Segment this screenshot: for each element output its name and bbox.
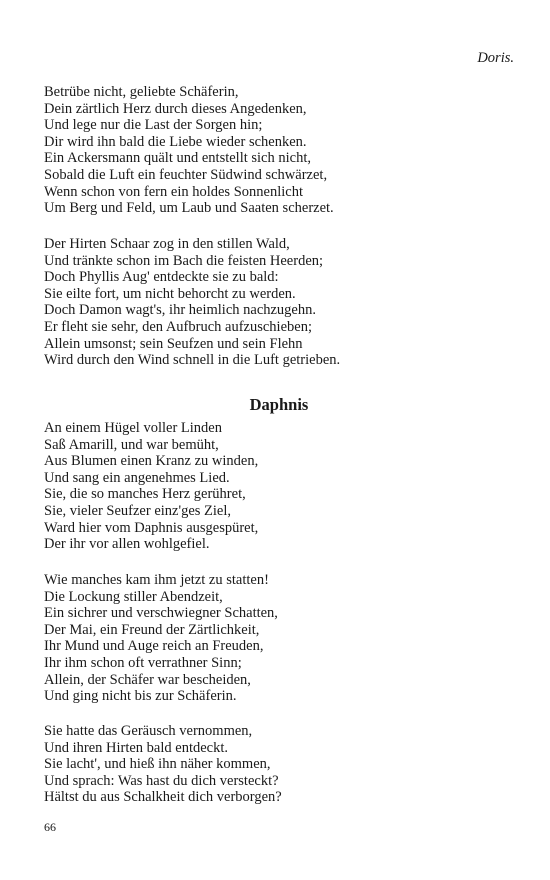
verse-line: Allein umsonst; sein Seufzen und sein Flehn <box>44 335 303 352</box>
verse-line: Sie lacht', und hieß ihn näher kommen, <box>44 756 271 773</box>
verse-line: Und lege nur die Last der Sorgen hin; <box>44 117 263 134</box>
verse-line: Und ihren Hirten bald entdeckt. <box>44 739 229 756</box>
verse-line: Der Mai, ein Freund der Zärtlichkeit, <box>44 621 260 638</box>
verse-line: Wenn schon von fern ein holdes Sonnenlicht <box>44 183 303 200</box>
verse-line: Ihr ihm schon oft verrathner Sinn; <box>44 654 242 671</box>
verse-line: Betrübe nicht, geliebte Schäferin, <box>44 84 239 100</box>
verse-line: Sie eilte fort, um nicht behorcht zu werden. <box>44 285 296 302</box>
verse-line: Ward hier vom Daphnis ausgespüret, <box>44 519 259 536</box>
stanza <box>44 236 340 369</box>
verse-line: Sie hatte das Geräusch vernommen, <box>44 723 253 739</box>
verse-line: Und sprach: Was hast du dich versteckt? <box>44 772 279 789</box>
verse-line: Wird durch den Wind schnell in die Luft getrieben. <box>44 352 341 369</box>
verse-line: Dir wird ihn bald die Liebe wieder schenken. <box>44 133 307 150</box>
verse-line: Hältst du aus Schalkheit dich verborgen? <box>44 789 282 806</box>
stanza <box>44 723 282 806</box>
verse-line: Sobald die Luft ein feuchter Südwind schwärzet, <box>44 166 328 183</box>
verse-line: Saß Amarill, und war bemüht, <box>44 436 219 453</box>
verse-line: Doch Damon wagt's, ihr heimlich nachzugehn. <box>44 302 316 319</box>
verse-line: Sie, die so manches Herz gerühret, <box>44 486 246 503</box>
verse-line: Ihr Mund und Auge reich an Freuden, <box>44 638 264 655</box>
verse-line: Und tränkte schon im Bach die feisten Heerden; <box>44 252 324 269</box>
verse-line: Der Hirten Schaar zog in den stillen Wald, <box>44 236 290 252</box>
verse-line: Ein Ackersmann quält und entstellt sich nicht, <box>44 150 311 167</box>
speaker-name: Doris. <box>477 50 514 66</box>
verse-line: Der ihr vor allen wohlgefiel. <box>44 536 210 553</box>
verse-line: Doch Phyllis Aug' entdeckte sie zu bald: <box>44 269 279 286</box>
verse-line: Allein, der Schäfer war bescheiden, <box>44 671 251 688</box>
verse-line: Die Lockung stiller Abendzeit, <box>44 588 223 605</box>
verse-line: Er fleht sie sehr, den Aufbruch aufzuschieben; <box>44 318 312 335</box>
verse-line: An einem Hügel voller Linden <box>44 420 222 436</box>
page-number: 66 <box>44 820 56 834</box>
verse-line: Dein zärtlich Herz durch dieses Angedenken, <box>44 100 307 117</box>
stanza <box>44 572 278 705</box>
verse-line: Wie manches kam ihm jetzt zu statten! <box>44 572 269 588</box>
verse-line: Aus Blumen einen Kranz zu winden, <box>44 453 259 470</box>
verse-line: Und sang ein angenehmes Lied. <box>44 469 230 486</box>
stanza <box>44 420 258 553</box>
verse-line: Und ging nicht bis zur Schäferin. <box>44 688 237 705</box>
verse-line: Ein sichrer und verschwiegner Schatten, <box>44 605 278 622</box>
poem-title: Daphnis <box>249 395 309 414</box>
verse-line: Um Berg und Feld, um Laub und Saaten scherzet. <box>44 200 334 217</box>
verse-line: Sie, vieler Seufzer einz'ges Ziel, <box>44 502 232 519</box>
stanza <box>44 84 334 217</box>
